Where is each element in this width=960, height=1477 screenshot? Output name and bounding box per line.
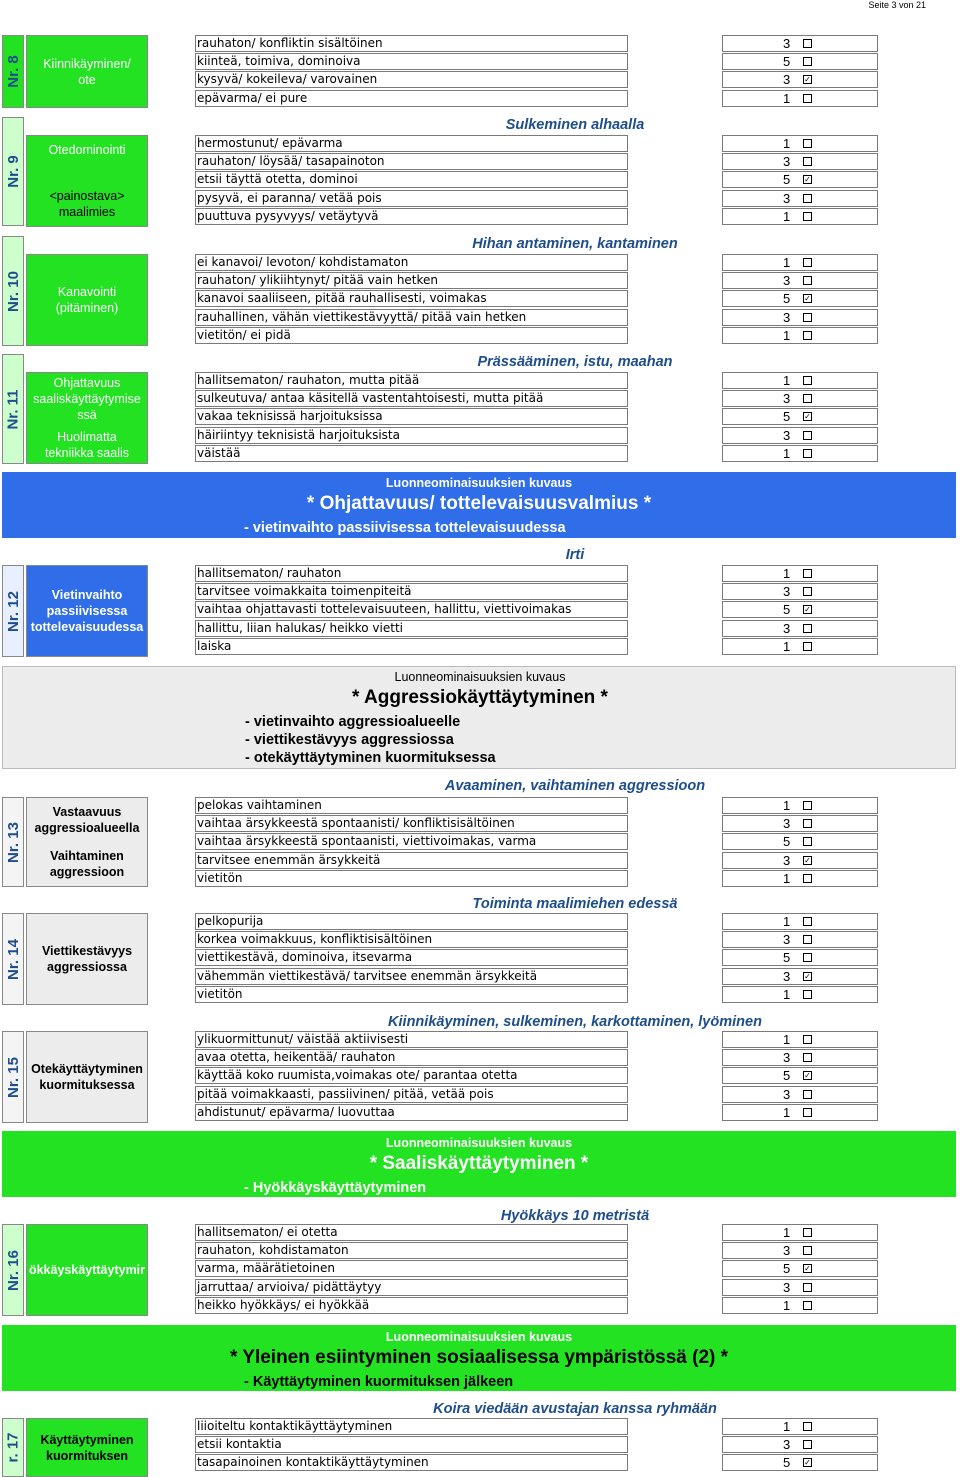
criteria-row-text: kiinteä, toimiva, dominoiva	[195, 53, 628, 70]
score-cell	[722, 583, 878, 600]
criteria-row-text: hermostunut/ epävarma	[195, 135, 628, 152]
score-value: 5	[783, 1068, 791, 1083]
criteria-row-text: tarvitsee voimakkaita toimenpiteitä	[195, 583, 628, 600]
checkbox-icon[interactable]	[803, 953, 812, 962]
score-value: 3	[783, 584, 791, 599]
checked-checkbox-icon[interactable]: ✓	[804, 294, 811, 303]
score-cell	[722, 135, 878, 152]
score-value: 1	[783, 328, 791, 343]
description-band: Luonneominaisuuksien kuvaus * Yleinen esiintyminen sosiaalisessa ympäristössä (2) * - Käyttäytyminen kuormituksen jälkeen	[2, 1325, 956, 1391]
score-cell	[722, 1031, 878, 1048]
score-value: 1	[783, 566, 791, 581]
score-value: 1	[783, 255, 791, 270]
checked-checkbox-icon[interactable]: ✓	[804, 1071, 811, 1080]
score-value: 1	[783, 1225, 791, 1240]
score-value: 1	[783, 1032, 791, 1047]
checked-checkbox-icon[interactable]: ✓	[804, 412, 811, 421]
score-value: 3	[783, 853, 791, 868]
score-value: 1	[783, 373, 791, 388]
score-cell	[722, 833, 878, 850]
score-value: 3	[783, 428, 791, 443]
score-cell	[722, 913, 878, 930]
category-cell: Otekäyttäytyminen kuormituksessa	[26, 1031, 148, 1123]
criteria-row-text: viettikestävä, dominoiva, itsevarma	[195, 949, 628, 966]
checkbox-icon[interactable]	[803, 917, 812, 926]
score-cell	[722, 815, 878, 832]
criteria-row-text: vähemmän viettikestävä/ tarvitsee enemmän ärsykkeitä	[195, 968, 628, 985]
checkbox-icon[interactable]	[803, 1053, 812, 1062]
checked-checkbox-icon[interactable]: ✓	[804, 175, 811, 184]
criteria-row-text: ei kanavoi/ levoton/ kohdistamaton	[195, 254, 628, 271]
checkbox-icon[interactable]	[803, 258, 812, 267]
group-number: Nr. 10	[2, 236, 24, 346]
criteria-row-text: hallitsematon/ ei otetta	[195, 1224, 628, 1241]
score-cell	[722, 272, 878, 289]
score-cell	[722, 931, 878, 948]
checkbox-icon[interactable]	[803, 837, 812, 846]
score-cell	[722, 1104, 878, 1121]
criteria-row-text: varma, määrätietoinen	[195, 1260, 628, 1277]
score-cell	[722, 620, 878, 637]
group-number: Nr. 12	[2, 565, 24, 657]
checkbox-icon[interactable]	[803, 157, 812, 166]
description-band: Luonneominaisuuksien kuvaus * Ohjattavuus/ tottelevaisuusvalmius * - vietinvaihto passiivisessa tottelevaisuudessa	[2, 472, 956, 538]
score-value: 3	[783, 154, 791, 169]
score-cell	[722, 968, 878, 985]
score-cell	[722, 372, 878, 389]
criteria-row-text: korkea voimakkuus, konfliktisisältöinen	[195, 931, 628, 948]
category-cell: ökkäyskäyttäytymir	[26, 1224, 148, 1316]
section-title: Hihan antaminen, kantaminen	[472, 236, 678, 252]
criteria-row-text: pysyvä, ei paranna/ vetää pois	[195, 190, 628, 207]
score-cell	[722, 171, 878, 188]
score-cell	[722, 327, 878, 344]
section-title: Sulkeminen alhaalla	[505, 117, 645, 133]
score-cell	[722, 1260, 878, 1277]
score-cell	[722, 1049, 878, 1066]
category-cell: Kanavointi (pitäminen)	[26, 254, 148, 346]
criteria-row-text: vietitön	[195, 986, 628, 1003]
score-value: 1	[783, 1105, 791, 1120]
score-cell	[722, 408, 878, 425]
criteria-row-text: rauhallinen, vähän viettikestävyyttä/ pitää vain hetken	[195, 309, 628, 326]
checkbox-icon[interactable]	[803, 194, 812, 203]
checkbox-icon[interactable]	[803, 642, 812, 651]
group-number: r. 17	[2, 1418, 24, 1477]
score-value: 3	[783, 310, 791, 325]
checkbox-icon[interactable]	[803, 449, 812, 458]
criteria-row-text: tarvitsee enemmän ärsykkeitä	[195, 852, 628, 869]
checkbox-icon[interactable]	[803, 394, 812, 403]
score-value: 5	[783, 409, 791, 424]
score-value: 3	[783, 1087, 791, 1102]
checkbox-icon[interactable]	[803, 1228, 812, 1237]
score-cell	[722, 35, 878, 52]
category-cell: Ohjattavuus saaliskäyttäytymise ssä Huolimatta tekniikka saalis	[26, 372, 148, 464]
score-value: 3	[783, 1280, 791, 1295]
score-value: 1	[783, 871, 791, 886]
criteria-row-text: avaa otetta, heikentää/ rauhaton	[195, 1049, 628, 1066]
criteria-row-text: hallitsematon/ rauhaton, mutta pitää	[195, 372, 628, 389]
score-value: 3	[783, 191, 791, 206]
criteria-row-text: rauhaton/ löysää/ tasapainoton	[195, 153, 628, 170]
category-cell: Käyttäytyminen kuormituksen	[26, 1418, 148, 1477]
score-value: 5	[783, 602, 791, 617]
score-cell	[722, 638, 878, 655]
score-value: 1	[783, 914, 791, 929]
score-cell	[722, 1067, 878, 1084]
score-value: 3	[783, 621, 791, 636]
score-value: 3	[783, 969, 791, 984]
checked-checkbox-icon[interactable]: ✓	[804, 972, 811, 981]
score-value: 3	[783, 1437, 791, 1452]
checked-checkbox-icon[interactable]: ✓	[804, 75, 811, 84]
score-value: 5	[783, 54, 791, 69]
checkbox-icon[interactable]	[803, 819, 812, 828]
group-number: Nr. 13	[2, 797, 24, 887]
category-cell: Viettikestävyys aggressiossa	[26, 913, 148, 1005]
criteria-row-text: hallitsematon/ rauhaton	[195, 565, 628, 582]
criteria-row-text: rauhaton/ konfliktin sisältöinen	[195, 35, 628, 52]
section-title: Prässääminen, istu, maahan	[477, 354, 673, 370]
description-band: Luonneominaisuuksien kuvaus * Aggressiokäyttäytyminen * - vietinvaihto aggressioalueelle - viettikestävyys aggressiossa - otekäyttäytyminen kuormituksessa	[2, 666, 956, 769]
checkbox-icon[interactable]	[803, 1440, 812, 1449]
checked-checkbox-icon[interactable]: ✓	[804, 1458, 811, 1467]
score-cell	[722, 870, 878, 887]
checkbox-icon[interactable]	[803, 801, 812, 810]
checkbox-icon[interactable]	[803, 1108, 812, 1117]
score-value: 1	[783, 1419, 791, 1434]
score-value: 1	[783, 1298, 791, 1313]
checkbox-icon[interactable]	[803, 935, 812, 944]
score-value: 5	[783, 1261, 791, 1276]
section-title: Kiinnikäyminen, sulkeminen, karkottaminen, lyöminen	[388, 1014, 762, 1030]
criteria-row-text: pitää voimakkaasti, passiivinen/ pitää, vetää pois	[195, 1086, 628, 1103]
checkbox-icon[interactable]	[803, 212, 812, 221]
criteria-row-text: etsii täyttä otetta, dominoi	[195, 171, 628, 188]
criteria-row-text: etsii kontaktia	[195, 1436, 628, 1453]
checkbox-icon[interactable]	[803, 874, 812, 883]
checkbox-icon[interactable]	[803, 1301, 812, 1310]
checkbox-icon[interactable]	[803, 624, 812, 633]
checkbox-icon[interactable]	[803, 57, 812, 66]
criteria-row-text: puuttuva pysyvyys/ vetäytyvä	[195, 208, 628, 225]
criteria-row-text: kanavoi saaliiseen, pitää rauhallisesti, voimakas	[195, 290, 628, 307]
checkbox-icon[interactable]	[803, 1283, 812, 1292]
section-title: Irti	[565, 547, 585, 563]
score-cell	[722, 601, 878, 618]
score-value: 1	[783, 91, 791, 106]
criteria-row-text: käyttää koko ruumista,voimakas ote/ parantaa otetta	[195, 1067, 628, 1084]
score-cell	[722, 254, 878, 271]
score-value: 5	[783, 834, 791, 849]
section-title: Avaaminen, vaihtaminen aggressioon	[444, 778, 706, 794]
criteria-row-text: väistää	[195, 445, 628, 462]
score-cell	[722, 949, 878, 966]
checkbox-icon[interactable]	[803, 376, 812, 385]
criteria-row-text: rauhaton, kohdistamaton	[195, 1242, 628, 1259]
score-cell	[722, 190, 878, 207]
score-cell	[722, 1279, 878, 1296]
checked-checkbox-icon[interactable]: ✓	[804, 856, 811, 865]
score-cell	[722, 290, 878, 307]
checkbox-icon[interactable]	[803, 990, 812, 999]
score-cell	[722, 71, 878, 88]
section-title: Toiminta maalimiehen edessä	[472, 896, 678, 912]
score-cell	[722, 445, 878, 462]
score-cell	[722, 208, 878, 225]
criteria-row-text: tasapainoinen kontaktikäyttäytyminen	[195, 1454, 628, 1471]
group-number: Nr. 16	[2, 1224, 24, 1316]
score-value: 5	[783, 1455, 791, 1470]
criteria-row-text: kysyvä/ kokeileva/ varovainen	[195, 71, 628, 88]
score-value: 5	[783, 950, 791, 965]
score-value: 3	[783, 273, 791, 288]
checkbox-icon[interactable]	[803, 94, 812, 103]
criteria-row-text: vaihtaa ärsykkeestä spontaanisti/ konfliktisisältöinen	[195, 815, 628, 832]
score-value: 5	[783, 172, 791, 187]
score-cell	[722, 986, 878, 1003]
score-value: 3	[783, 36, 791, 51]
criteria-row-text: laiska	[195, 638, 628, 655]
score-value: 1	[783, 136, 791, 151]
group-number: Nr. 9	[2, 117, 24, 226]
checkbox-icon[interactable]	[803, 587, 812, 596]
score-value: 3	[783, 816, 791, 831]
score-value: 1	[783, 639, 791, 654]
score-value: 3	[783, 72, 791, 87]
checkbox-icon[interactable]	[803, 1422, 812, 1431]
checkbox-icon[interactable]	[803, 276, 812, 285]
checked-checkbox-icon[interactable]: ✓	[804, 605, 811, 614]
criteria-row-text: liioiteltu kontaktikäyttäytyminen	[195, 1418, 628, 1435]
checkbox-icon[interactable]	[803, 331, 812, 340]
checkbox-icon[interactable]	[803, 39, 812, 48]
criteria-row-text: vakaa teknisissä harjoituksissa	[195, 408, 628, 425]
score-value: 3	[783, 391, 791, 406]
criteria-row-text: jarruttaa/ arvioiva/ pidättäytyy	[195, 1279, 628, 1296]
group-number: Nr. 8	[2, 35, 24, 108]
section-title: Hyökkäys 10 metristä	[500, 1208, 650, 1224]
score-value: 3	[783, 1050, 791, 1065]
category-cell: Vastaavuus aggressioalueella Vaihtaminen aggressioon	[26, 797, 148, 887]
criteria-row-text: ahdistunut/ epävarma/ luovuttaa	[195, 1104, 628, 1121]
score-value: 5	[783, 291, 791, 306]
page-number: Seite 3 von 21	[868, 0, 926, 10]
criteria-row-text: vaihtaa ohjattavasti tottelevaisuuteen, hallittu, viettivoimakas	[195, 601, 628, 618]
criteria-row-text: pelokas vaihtaminen	[195, 797, 628, 814]
criteria-row-text: hallittu, liian halukas/ heikko vietti	[195, 620, 628, 637]
group-number: Nr. 11	[2, 354, 24, 464]
score-value: 1	[783, 446, 791, 461]
score-cell	[722, 390, 878, 407]
score-cell	[722, 309, 878, 326]
score-cell	[722, 90, 878, 107]
criteria-row-text: heikko hyökkäys/ ei hyökkää	[195, 1297, 628, 1314]
score-cell	[722, 1297, 878, 1314]
checkbox-icon[interactable]	[803, 139, 812, 148]
score-cell	[722, 1418, 878, 1435]
score-cell	[722, 53, 878, 70]
category-cell: Otedominointi <painostava> maalimies	[26, 135, 148, 227]
category-cell: Vietinvaihto passiivisessa tottelevaisuudessa	[26, 565, 148, 657]
criteria-row-text: vietitön/ ei pidä	[195, 327, 628, 344]
score-value: 1	[783, 209, 791, 224]
checkbox-icon[interactable]	[803, 1090, 812, 1099]
criteria-row-text: pelkopurija	[195, 913, 628, 930]
section-title: Koira viedään avustajan kanssa ryhmään	[433, 1401, 717, 1417]
score-cell	[722, 1242, 878, 1259]
score-cell	[722, 1454, 878, 1471]
score-value: 1	[783, 798, 791, 813]
checkbox-icon[interactable]	[803, 1246, 812, 1255]
score-cell	[722, 797, 878, 814]
criteria-row-text: epävarma/ ei pure	[195, 90, 628, 107]
checkbox-icon[interactable]	[803, 313, 812, 322]
score-cell	[722, 565, 878, 582]
score-cell	[722, 1436, 878, 1453]
score-value: 3	[783, 1243, 791, 1258]
group-number: Nr. 14	[2, 913, 24, 1005]
criteria-row-text: sulkeutuva/ antaa käsitellä vastentahtoisesti, mutta pitää	[195, 390, 628, 407]
criteria-row-text: vietitön	[195, 870, 628, 887]
criteria-row-text: rauhaton/ ylikiihtynyt/ pitää vain hetken	[195, 272, 628, 289]
criteria-row-text: häiriintyy teknisistä harjoituksista	[195, 427, 628, 444]
score-cell	[722, 1224, 878, 1241]
score-cell	[722, 153, 878, 170]
score-cell	[722, 1086, 878, 1103]
checkbox-icon[interactable]	[803, 431, 812, 440]
checked-checkbox-icon[interactable]: ✓	[804, 1264, 811, 1273]
score-value: 3	[783, 932, 791, 947]
checkbox-icon[interactable]	[803, 569, 812, 578]
score-cell	[722, 427, 878, 444]
group-number: Nr. 15	[2, 1031, 24, 1123]
score-value: 1	[783, 987, 791, 1002]
criteria-row-text: ylikuormittunut/ väistää aktiivisesti	[195, 1031, 628, 1048]
description-band: Luonneominaisuuksien kuvaus * Saaliskäyttäytyminen * - Hyökkäyskäyttäytyminen	[2, 1131, 956, 1197]
score-cell	[722, 852, 878, 869]
criteria-row-text: vaihtaa ärsykkeestä spontaanisti, viettivoimakas, varma	[195, 833, 628, 850]
checkbox-icon[interactable]	[803, 1035, 812, 1044]
category-cell: Kiinnikäyminen/ ote	[26, 35, 148, 108]
